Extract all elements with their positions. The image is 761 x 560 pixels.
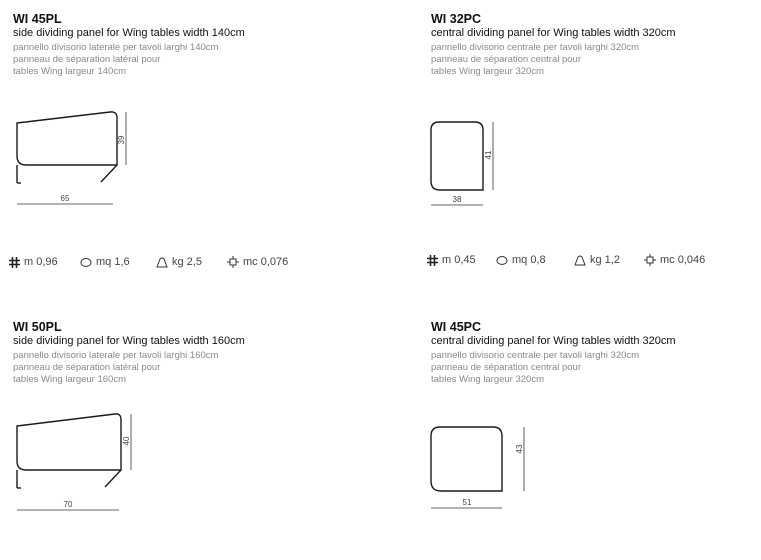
spec-mc-value: mc 0,076 <box>243 256 289 268</box>
surface-area-icon <box>80 257 92 268</box>
spec-m-value: m 0,45 <box>442 254 476 266</box>
width-label: 70 <box>63 500 73 509</box>
description-fr-line1: panneau de séparation central pour <box>431 362 582 373</box>
description-it: pannello divisorio centrale per tavoli larghi 320cm <box>431 350 640 361</box>
weight-icon <box>574 255 586 266</box>
volume-cube-icon <box>644 254 656 266</box>
spec-kg <box>574 254 620 266</box>
spec-m <box>427 254 476 266</box>
description-it: pannello divisorio laterale per tavoli larghi 140cm <box>13 42 219 53</box>
grid-icon <box>9 257 20 268</box>
technical-drawing <box>431 110 521 210</box>
product-code: WI 45PC <box>431 320 482 334</box>
description-fr-line2: tables Wing largeur 320cm <box>431 66 544 77</box>
height-label: 43 <box>515 444 524 454</box>
description-en: side dividing panel for Wing tables width 140cm <box>13 27 245 39</box>
panel-outline <box>431 427 502 491</box>
product-wi-50pl <box>13 320 343 560</box>
technical-drawing <box>13 408 153 518</box>
width-label: 51 <box>462 498 472 507</box>
spec-kg <box>156 256 202 268</box>
spec-mc <box>644 254 705 266</box>
specs-row <box>427 254 727 270</box>
description-en: central dividing panel for Wing tables width 320cm <box>431 335 676 347</box>
weight-icon <box>156 257 168 268</box>
technical-drawing <box>431 420 541 515</box>
spec-mc <box>227 256 288 268</box>
product-wi-32pc <box>431 12 761 266</box>
height-label: 40 <box>122 436 131 446</box>
height-label: 39 <box>117 135 126 145</box>
panel-foot-right <box>101 165 117 182</box>
spec-mq <box>496 254 546 266</box>
technical-drawing <box>13 102 143 212</box>
product-wi-45pl <box>13 12 343 268</box>
width-label: 38 <box>452 195 462 204</box>
product-code: WI 45PL <box>13 12 62 26</box>
surface-area-icon <box>496 255 508 266</box>
width-label: 65 <box>60 194 70 203</box>
description-en: side dividing panel for Wing tables width 160cm <box>13 335 245 347</box>
spec-mq-value: mq 1,6 <box>96 256 130 268</box>
spec-kg-value: kg 2,5 <box>172 256 202 268</box>
panel-outline <box>17 414 121 470</box>
panel-outline <box>17 112 117 165</box>
description-fr-line2: tables Wing largeur 140cm <box>13 66 126 77</box>
spec-kg-value: kg 1,2 <box>590 254 620 266</box>
spec-m <box>9 256 58 268</box>
description-it: pannello divisorio centrale per tavoli larghi 320cm <box>431 42 640 53</box>
description-it: pannello divisorio laterale per tavoli larghi 160cm <box>13 350 219 361</box>
grid-icon <box>427 255 438 266</box>
description-fr-line2: tables Wing largeur 320cm <box>431 374 544 385</box>
product-code: WI 32PC <box>431 12 482 26</box>
panel-outline <box>431 122 483 190</box>
product-code: WI 50PL <box>13 320 62 334</box>
description-fr-line1: panneau de séparation central pour <box>431 54 582 65</box>
panel-foot-right <box>105 470 121 487</box>
description-fr-line1: panneau de séparation latéral pour <box>13 362 161 373</box>
spec-mq <box>80 256 130 268</box>
volume-cube-icon <box>227 256 239 268</box>
spec-mq-value: mq 0,8 <box>512 254 546 266</box>
spec-m-value: m 0,96 <box>24 256 58 268</box>
description-fr-line1: panneau de séparation latéral pour <box>13 54 161 65</box>
description-en: central dividing panel for Wing tables width 320cm <box>431 27 676 39</box>
height-label: 41 <box>484 150 493 160</box>
product-wi-45pc <box>431 320 761 560</box>
description-fr-line2: tables Wing largeur 160cm <box>13 374 126 385</box>
spec-mc-value: mc 0,046 <box>660 254 706 266</box>
specs-row <box>9 256 309 272</box>
